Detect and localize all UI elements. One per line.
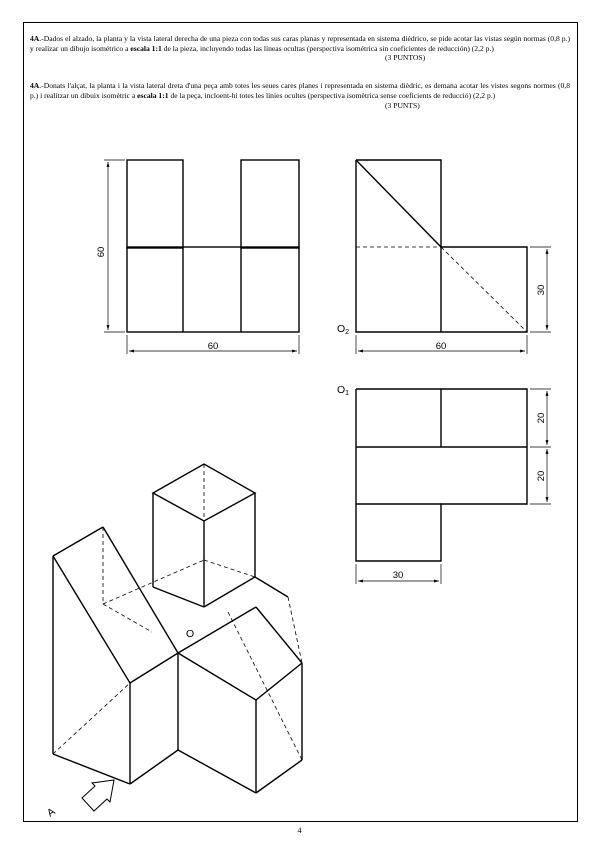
label-o1: O1: [337, 384, 350, 397]
exercise-statement-catalan: 4A.-Donats l'alçat, la planta i la vista lateral dreta d'una peça amb totes les seues cares planes i representada en sistema dièdric, es demana acotar les vistes segons normes (0,8 p.) i realitzar un dibuix isomètric a escala 1:1 de la peça, incloent-hi totes les línies ocultes (perspectiva isomètrica sense coeficients de reducció) (2,2 p.): [30, 81, 570, 100]
side-view-dimensions: [356, 247, 551, 354]
page-number: 4: [297, 826, 302, 835]
plan-view: [356, 389, 527, 561]
front-width-dim: 60: [207, 341, 219, 352]
view-direction-arrow: [82, 780, 114, 811]
label-view-a: A: [44, 805, 58, 820]
plan-dim-upper: 20: [536, 412, 547, 424]
exercise-statement-spanish: 4A.-Dados el alzado, la planta y la vista lateral derecha de una pieza con todas sus caras planas y representada en sistema diédrico, se pide acotar las vistas según normas (0,8 p.) y realizar un dibujo isométrico a escala 1:1 de la pieza, incluyendo todas las líneas ocultas (perspectiva isométrica sin coeficientes de reducción) (2,2 p.): [30, 34, 570, 53]
front-height-dim: 60: [96, 246, 107, 258]
plan-dim-lower: 20: [536, 470, 547, 482]
isometric-view: [53, 464, 302, 793]
label-o: O: [186, 628, 195, 640]
plan-width-dim: 30: [392, 570, 404, 581]
front-view-dimensions: [104, 160, 299, 354]
side-height-dim: 30: [536, 284, 547, 296]
plan-view-dimensions: [356, 389, 551, 584]
side-width-dim: 60: [435, 341, 447, 352]
label-o2: O2: [337, 323, 350, 336]
front-view: [127, 160, 299, 332]
points-spanish: (3 PUNTOS): [385, 53, 426, 62]
points-catalan: (3 PUNTS): [385, 101, 420, 110]
